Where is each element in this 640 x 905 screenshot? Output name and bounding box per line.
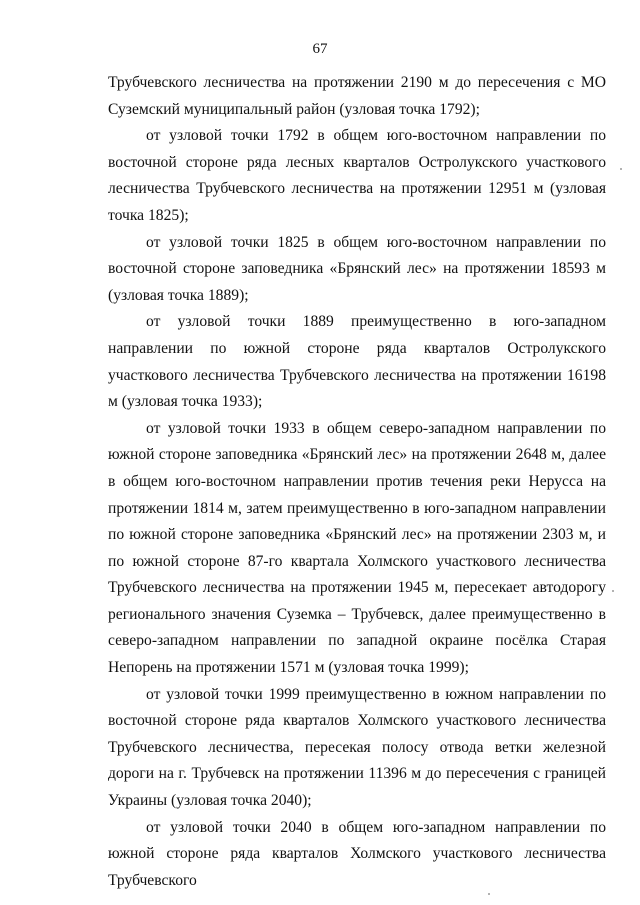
scan-speck [488,893,490,895]
paragraph-continuation: Трубчевского лесничества на протяжении 2190 м до пересечения с МО Суземский муниципальный район (узловая точка 1792); [108,74,606,118]
scan-speck [620,168,622,170]
paragraph: от узловой точки 2040 в общем юго-западном направлении по южной стороне ряда кварталов Холмского участкового лесничества Трубчевского [108,818,606,889]
paragraph: от узловой точки 1825 в общем юго-восточном направлении по восточной стороне заповедника «Брянский лес» на протяжении 18593 м (узловая точка 1889); [108,233,606,304]
document-body [108,70,606,894]
paragraph: от узловой точки 1999 преимущественно в южном направлении по восточной стороне ряда кварталов Холмского участкового лесничества Трубчевского лесничества, пересекая полосу отвода ветки железной дороги на г. Трубчевск на протяжении 11396 м до пересечения с границей Украины (узловая точка 2040); [108,685,606,810]
paragraph: от узловой точки 1889 преимущественно в юго-западном направлении по южной стороне ряда кварталов Остролукского участкового лесничества Трубчевского лесничества на протяжении 16198 м (узловая точка 1933); [108,313,606,411]
scan-speck [612,590,614,592]
page-number: 67 [312,41,328,57]
paragraph: от узловой точки 1933 в общем северо-западном направлении по южной стороне заповедника «Брянский лес» на протяжении 2648 м, далее в общем юго-восточном направлении против течения реки Нерусса на протяжении 1814 м, затем преимущественно в юго-западном направлении по южной стороне заповедника «Брянский лес» на протяжении 2303 м, и по южной стороне 87-го квартала Холмского участкового лесничества Трубчевского лесничества на протяжении 1945 м, пересекает автодорогу регионального значения Суземка – Трубчевск, далее преимущественно в северо-западном направлении по западной окраине посёлка Старая Непорень на протяжении 1571 м (узловая точка 1999); [108,419,606,677]
paragraph: от узловой точки 1792 в общем юго-восточном направлении по восточной стороне ряда лесных кварталов Остролукского участкового лесничества Трубчевского лесничества на протяжении 12951 м (узловая точка 1825); [108,127,606,224]
